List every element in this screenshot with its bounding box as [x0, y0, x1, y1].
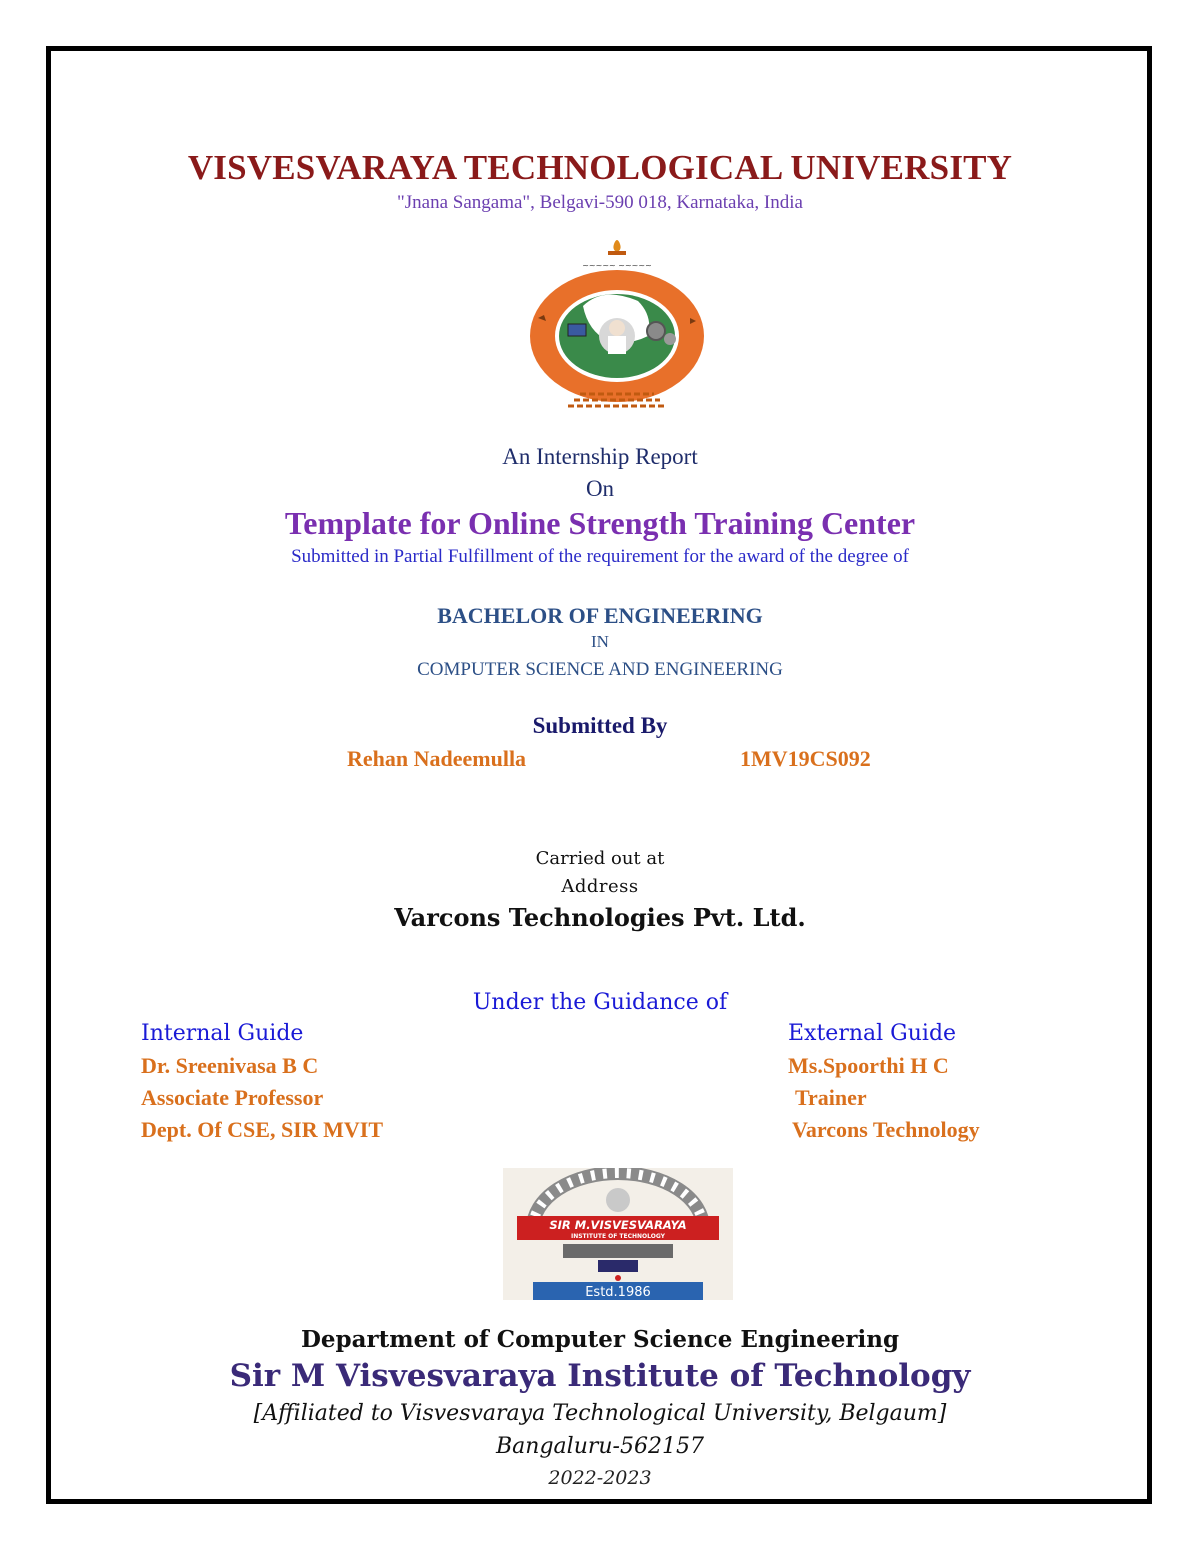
svg-text:~~~~~ ~~~~~: ~~~~~ ~~~~~ [582, 261, 652, 270]
report-type: An Internship Report [502, 444, 698, 469]
academic-year: 2022-2023 [548, 1467, 652, 1489]
department-name: Department of Computer Science Engineering [300, 1326, 900, 1353]
internal-guide-designation: Associate Professor [141, 1085, 324, 1110]
guidance-heading: Under the Guidance of [472, 990, 728, 1015]
external-guide-org: Varcons Technology [792, 1117, 980, 1142]
vtu-logo [528, 236, 706, 414]
degree-in: IN [591, 632, 609, 651]
internal-guide-label: Internal Guide [141, 1021, 304, 1046]
report-title: Template for Online Strength Training Center [284, 505, 916, 541]
mvit-banner-sub: INSTITUTE OF TECHNOLOGY [570, 1233, 666, 1240]
mvit-logo [503, 1168, 733, 1300]
report-on: On [585, 476, 615, 501]
university-name: VISVESVARAYA TECHNOLOGICAL UNIVERSITY [187, 148, 1013, 187]
carried-out-at: Carried out at [535, 848, 665, 869]
institute-name: Sir M Visvesvaraya Institute of Technology [229, 1358, 971, 1394]
submitted-by: Submitted By [532, 713, 668, 738]
affiliation: [Affiliated to Visvesvaraya Technological University, Belgaum] [253, 1401, 947, 1426]
internal-guide-name: Dr. Sreenivasa B C [141, 1053, 319, 1078]
university-address: "Jnana Sangama", Belgavi-590 018, Karnataka, India [397, 192, 803, 213]
student-usn: 1MV19CS092 [740, 746, 871, 771]
degree: BACHELOR OF ENGINEERING [437, 603, 763, 628]
mvit-banner-text: SIR M.VISVESVARAYA [549, 1218, 687, 1232]
external-guide-name: Ms.Spoorthi H C [788, 1053, 949, 1078]
company-name: Varcons Technologies Pvt. Ltd. [394, 903, 806, 932]
city: Bangaluru-562157 [496, 1434, 704, 1459]
external-guide-designation: Trainer [795, 1085, 867, 1110]
mvit-estd: Estd.1986 [585, 1285, 651, 1300]
internal-guide-dept: Dept. Of CSE, SIR MVIT [141, 1117, 384, 1142]
student-name: Rehan Nadeemulla [347, 746, 527, 771]
external-guide-label: External Guide [788, 1021, 957, 1046]
branch: COMPUTER SCIENCE AND ENGINEERING [417, 659, 783, 680]
address-label: Address [561, 876, 639, 897]
partial-fulfillment: Submitted in Partial Fulfillment of the requirement for the award of the degree of [291, 546, 909, 567]
